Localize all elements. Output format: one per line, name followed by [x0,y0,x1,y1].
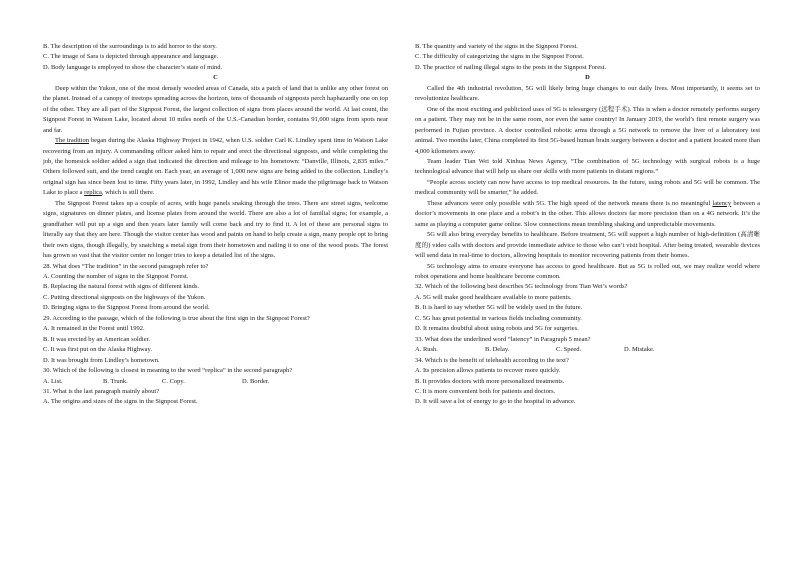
question-33-option-a: A. Rush. [415,346,438,354]
passage-d-paragraph-2: One of the most exciting and publicized uses of 5G is telesurgery (远程手术). This is when a doctor remotely performs surgery on a patient. They may not be in the same room, nor even the same country! In January 2019, the world’s first remote surgery was performed in Fujian province. A doctor controlled robotic arms through a 5G network to remove the liver of a laboratory test animal. Two months later, China completed its first 5G-based human brain surgery between a doctor and a patient located more than 4,000 kilometers away. [415,105,760,155]
passage-d-paragraph-1: Called the 4th industrial revolution, 5G will likely bring huge changes to our daily lives. Most importantly, it seems set to revolutionize healthcare. [415,84,760,103]
question-32-option-d: D. It remains doubtful about using robots and 5G for surgeries. [415,325,579,333]
question-34-option-a: A. Its precision allows patients to recover more quickly. [415,367,561,375]
passage-c-paragraph-2: The tradition began during the Alaska Highway Project in 1942, when U.S. soldier Carl K. Lindley spent time in Watson Lake recovering from an injury. A commanding officer asked him to repair and erect the directional signposts, and while completing the job, the homesick soldier added a sign that indicated the direction and mileage to his hometown: “Danville, Illinois, 2,835 miles.” Others followed suit, and the trend caught on. Each year, an average of 1,000 new signs are being added to the collection. Lindley’s original sign has since been lost to time. Fifty years later, in 1992, Lindley and his wife Elinor made the pilgrimage back to Watson Lake to place a replica, which is still there. [43,137,388,197]
question-33: 33. What does the underlined word “latency” in Paragraph 5 mean? [415,335,591,343]
question-34-option-d: D. It will save a lot of energy to go to the hospital in advance. [415,398,576,406]
passage-d-paragraph-7: 5G technology aims to ensure everyone has access to good healthcare. But as 5G is rolled out, we may realize world where robot operations and home healthcare become common. [415,262,760,280]
question-32-option-c: C. 5G has great potential in various fields including community. [415,314,582,322]
question-31-option-a: A. The origins and sizes of the signs in the Signpost Forest. [43,398,198,406]
underlined-word-latency: latency [712,199,732,207]
question-30: 30. Which of the following is closest in meaning to the word “replica” in the second paragraph? [43,367,293,375]
passage-d-paragraph-4: “People across society can now have access to top medical resources. In the future, using robots and 5G will be common. The medical community will be smarter,” he added. [415,178,760,197]
option-c: C. The image of Sara is depicted through appearance and language. [43,53,219,61]
question-32: 32. Which of the following best describes 5G technology from Tian Wei’s words? [415,283,628,291]
question-28-option-a: A. Counting the number of signs in the Signpost Forest. [43,272,189,280]
question-28-option-c: C. Putting directional signposts on the highways of the Yukon. [43,293,206,301]
question-31: 31. What is the last paragraph mainly about? [43,387,160,395]
question-29-option-b: B. It was erected by an American soldier. [43,335,151,343]
question-31-option-c: C. The difficulty of categorizing the signs in the Signpost Forest. [415,53,584,61]
question-32-option-b: B. It is hard to say whether 5G will be widely used in the future. [415,304,583,312]
question-30-option-c: C. Copy. [162,377,185,385]
question-30-option-a: A. List. [43,377,63,385]
passage-c-paragraph-3: The Signpost Forest takes up a couple of acres, with huge panels snaking through the trees. There are street signs, welcome signs, signatures on dinner plates, and license plates from around the world. There are also a lot of familial signs; for example, a grandfather will put up a sign and then years later family will come back and try to find it. A lot of these are personal signs to literally say that they are here. Though the visitor center has wood and paints on hand to help create a sign, many people opt to bring their own signs, though illegally, by snatching a metal sign from their hometown and nailing it to one of the wood posts. The forest has grown so vast that the visitor center no longer tries to keep a detailed list of the signs. [43,199,388,260]
option-b: B. The description of the surroundings is to add horror to the story. [43,43,217,50]
passage-c-paragraph-1: Deep within the Yukon, one of the most densely wooded areas of Canada, sits a patch of land that is unlike any other forest on the planet. Instead of a canopy of treetops spreading across the horizon, tens of thousands of signposts perch haphazardly one on top of the other. They are all part of the Signpost Forest, the largest collection of signs from places around the world. At last count, the Signpost Forest in Watson Lake, located about 10 miles north of the U.S.-Canadian border, contains 91,000 signs from spots near and far. [43,84,388,134]
underlined-phrase: The tradition [55,137,89,145]
question-29: 29. According to the passage, which of the following is true about the first sign in the Signpost Forest? [43,314,310,322]
question-30-options [43,377,388,387]
question-33-option-b: B. Delay. [485,346,510,354]
section-heading-c: C [213,74,218,82]
question-33-options [415,345,760,355]
question-28: 28. What does “The tradition” in the second paragraph refer to? [43,262,209,270]
passage-d-paragraph-3: Team leader Tian Wei told Xinhua News Agency, “The combination of 5G technology with surgical robots is a huge technological advance that will help us share our skills with more patients in distant regions.” [415,157,760,176]
question-32-option-a: A. 5G will make good healthcare available to more patients. [415,293,572,301]
question-28-option-b: B. Replacing the natural forest with signs of different kinds. [43,283,200,291]
right-column [415,42,760,408]
underlined-word-replica: replica [84,189,102,197]
question-30-option-d: D. Border. [242,377,270,385]
question-29-option-d: D. It was brought from Lindley’s hometown. [43,356,160,364]
question-33-option-c: C. Speed. [556,346,582,354]
question-33-option-d: D. Mistake. [624,346,655,354]
question-34-option-c: C. It is more convenient both for patients and doctors. [415,387,556,395]
question-31-option-b: B. The quantity and variety of the signs in the Signpost Forest. [415,43,578,50]
section-heading-d: D [585,74,590,82]
question-29-option-c: C. It was first put on the Alaska Highway. [43,346,152,354]
question-34: 34. Which is the benefit of telehealth according to the text? [415,356,569,364]
passage-d-paragraph-6: 5G will also bring everyday benefits to healthcare. Before treatment, 5G will support a high number of high-definition (高清晰度的) video calls with doctors and provide immediate advice to those who can’t visit hospital. After being treated, wearable devices will send data in real-time to doctors, allowing hospitals to monitor recovering patients from their homes. [415,231,760,260]
question-34-option-b: B. It provides doctors with more personalized treatments. [415,377,565,385]
left-column [43,42,388,408]
passage-d-paragraph-5: These advances were only possible with 5G. The high speed of the network means there is no meaningful latency between a doctor’s movements in one place and a robot’s in the other. This allows doctors far more precision than on a 4G network. It’s the same as playing a computer game online. Slow connections mean trembling shaking and unpredictable movements. [415,199,760,228]
question-29-option-a: A. It remained in the Forest until 1992. [43,325,145,333]
question-31-option-d: D. The practice of nailing illegal signs to the posts in the Signpost Forest. [415,63,607,71]
option-d: D. Body language is employed to show the character’s state of mind. [43,63,223,71]
question-28-option-d: D. Bringing signs to the Signpost Forest from around the world. [43,304,210,312]
question-30-option-b: B. Trunk. [103,377,128,385]
